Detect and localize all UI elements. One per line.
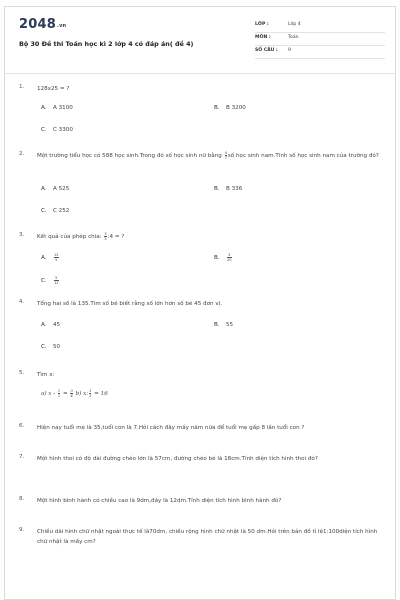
- fraction: [70, 389, 72, 398]
- option-b[interactable]: [214, 322, 233, 328]
- question-number: 9.: [19, 527, 25, 533]
- question-text: [37, 151, 382, 161]
- numerator: 1: [57, 389, 61, 393]
- meta-subject: [255, 33, 385, 46]
- option-a[interactable]: [41, 105, 73, 111]
- question-text: Một hình thoi có độ dài đường chéo lớn là 57cm, đường chéo bé là 18cm.Tính diện tích hình thoi đó?: [37, 456, 318, 462]
- numerator: 3: [70, 389, 73, 393]
- question-text: Tìm x:: [37, 372, 55, 378]
- question-text: Một hình bình hành có chiều cao là 9dm,đáy là 12dm.Tính diện tích hình bình hành đó?: [37, 498, 282, 504]
- option-text: 50: [53, 344, 61, 350]
- option-b[interactable]: [214, 186, 242, 192]
- question-text: 128x25 = ?: [37, 86, 70, 92]
- option-letter: C.: [41, 344, 47, 350]
- expression-part: = 16: [92, 391, 108, 397]
- option-letter: A.: [41, 255, 47, 261]
- option-a[interactable]: [41, 322, 60, 328]
- question-2: [19, 151, 379, 221]
- question-9: [19, 527, 379, 557]
- option-text: A 525: [53, 186, 70, 192]
- option-letter: A.: [41, 322, 47, 328]
- meta-value: Lớp 4: [288, 22, 301, 27]
- question-text: Chiều dài hình chữ nhật ngoài thực tế là70dm, chiều rộng hình chữ nhật là 50 dm.Hỏi trên bản đồ tỉ lệ1:100diện tích hình chữ nhật là mấy cm?: [37, 529, 378, 545]
- site-logo[interactable]: [19, 17, 66, 32]
- option-a[interactable]: [41, 186, 69, 192]
- numerator: 3: [104, 232, 107, 236]
- meta-value: 9: [288, 48, 291, 53]
- option-letter: B.: [214, 322, 220, 328]
- exam-meta: [255, 20, 385, 59]
- option-letter: B.: [214, 186, 220, 192]
- exam-title: Bộ 30 Đề thi Toán học kì 2 lớp 4 có đáp án( đề 4): [19, 40, 194, 48]
- option-letter: A.: [41, 186, 47, 192]
- expression-part: b) x:: [73, 391, 89, 397]
- denominator: 4: [70, 394, 73, 398]
- option-fraction: [227, 253, 232, 262]
- denominator: 2: [57, 394, 61, 398]
- question-number: 1.: [19, 84, 25, 90]
- denominator: 5: [55, 258, 58, 262]
- denominator: 5: [104, 237, 107, 241]
- numerator: 1: [89, 389, 92, 393]
- option-fraction: [54, 253, 59, 262]
- meta-label: MÔN :: [255, 35, 271, 40]
- question-text-part: Một trường tiểu học có 588 học sinh.Trong đó số học sinh nữ bằng: [37, 153, 224, 159]
- option-letter: C.: [41, 278, 47, 284]
- question-text: Hiện nay tuổi mẹ là 35,tuổi con là 7.Hỏi cách đây mấy năm nữa để tuổi mẹ gấp 8 lần tuổi con ?: [37, 425, 305, 431]
- logo-main: 2048: [19, 17, 56, 32]
- option-b[interactable]: [214, 105, 246, 111]
- question-number: 2.: [19, 151, 25, 157]
- fraction: [225, 151, 227, 160]
- option-c[interactable]: [41, 127, 73, 133]
- question-text: Tổng hai số là 135.Tìm số bé biết rằng số lớn hơn số bé 45 đơn vị.: [37, 301, 222, 307]
- option-c[interactable]: [41, 208, 69, 214]
- question-number: 3.: [19, 232, 25, 238]
- question-number: 7.: [19, 454, 25, 460]
- option-letter: B.: [214, 255, 220, 261]
- option-c[interactable]: [41, 276, 60, 285]
- question-number: 4.: [19, 299, 25, 305]
- denominator: 12: [54, 281, 59, 285]
- option-letter: B.: [214, 105, 220, 111]
- meta-count: [255, 46, 385, 59]
- denominator: 20: [227, 258, 232, 262]
- question-number: 6.: [19, 423, 25, 429]
- exam-sheet: [4, 6, 396, 600]
- fraction: [104, 232, 106, 241]
- option-fraction: [54, 276, 59, 285]
- denominator: 3: [89, 394, 92, 398]
- meta-label: SỐ CÂU :: [255, 48, 278, 53]
- meta-label: LỚP :: [255, 22, 269, 27]
- option-text: B 3200: [226, 105, 246, 111]
- header-divider: [5, 73, 395, 74]
- question-8: [19, 496, 379, 516]
- numerator: 12: [54, 253, 59, 257]
- fraction: [58, 389, 60, 398]
- option-c[interactable]: [41, 344, 60, 350]
- math-expression: [41, 389, 108, 398]
- question-number: 8.: [19, 496, 25, 502]
- meta-grade: [255, 20, 385, 33]
- option-text: B 336: [226, 186, 243, 192]
- question-text: [37, 232, 382, 242]
- denominator: 7: [224, 156, 227, 160]
- expression-part: =: [61, 391, 70, 397]
- question-6: [19, 423, 379, 443]
- exam-header: [5, 7, 395, 71]
- question-text-part: Kết quả của phép chia:: [37, 234, 104, 240]
- option-text: 55: [226, 322, 234, 328]
- question-1: [19, 84, 379, 134]
- option-a[interactable]: [41, 253, 60, 262]
- meta-value: Toán: [288, 35, 299, 40]
- question-4: [19, 299, 379, 359]
- numerator: 5: [55, 276, 58, 280]
- option-text: C 252: [53, 208, 70, 214]
- option-b[interactable]: [214, 253, 233, 262]
- numerator: 3: [228, 253, 231, 257]
- question-3: [19, 232, 379, 292]
- numerator: 4: [224, 151, 227, 155]
- option-text: 45: [53, 322, 61, 328]
- option-letter: A.: [41, 105, 47, 111]
- question-text-part: :4 = ?: [107, 234, 125, 240]
- question-number: 5.: [19, 370, 25, 376]
- option-text: C 3300: [53, 127, 73, 133]
- logo-suffix: .vn: [56, 23, 67, 29]
- question-7: [19, 454, 379, 484]
- question-5: [19, 370, 379, 410]
- option-letter: C.: [41, 208, 47, 214]
- option-letter: C.: [41, 127, 47, 133]
- expression-part: a) x -: [41, 391, 57, 397]
- question-text-part: số học sinh nam.Tính số học sinh nam của trường đó?: [227, 153, 379, 159]
- option-text: A 3100: [53, 105, 73, 111]
